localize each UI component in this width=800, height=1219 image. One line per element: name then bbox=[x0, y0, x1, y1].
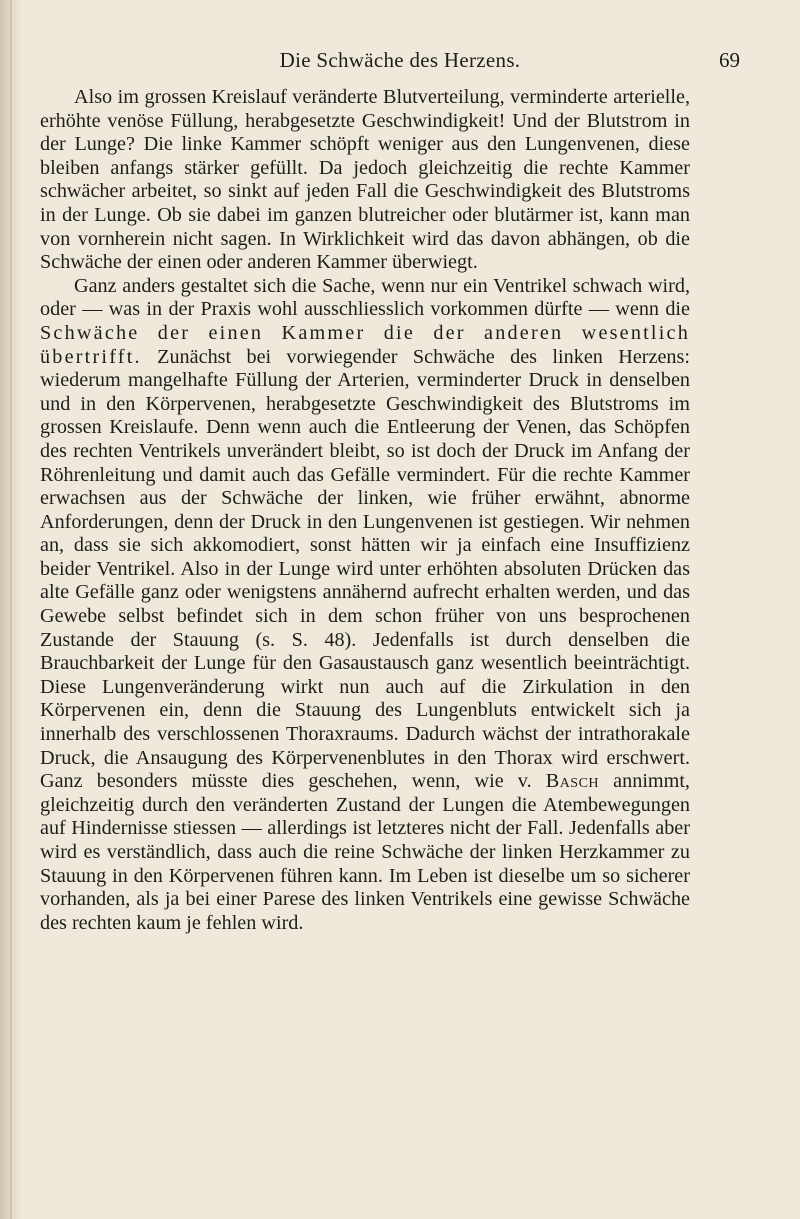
paragraph-blood-distribution: Also im grossen Kreislauf veränderte Blutverteilung, verminderte arterielle, erhöhte venöse Füllung, herabgesetzte Geschwindigkeit! Und der Blutstrom in der Lunge? Die linke Kammer schöpft weniger aus den Lungenvenen, diese bleiben anfangs stärker gefüllt. Da jedoch gleichzeitig die rechte Kammer schwächer arbeitet, so sinkt auf jeden Fall die Geschwindigkeit des Blutstroms in der Lunge. Ob sie dabei im ganzen blutreicher oder blutärmer ist, kann man von vornherein nicht sagen. In Wirklichkeit wird das davon abhängen, ob die Schwäche der einen oder anderen Kammer überwiegt. bbox=[40, 86, 690, 274]
binding-gutter bbox=[0, 0, 22, 1219]
paragraph-body-a: Zunächst bei vorwiegender Schwäche des linken Herzens: wiederum mangelhafte Füllung der Arterien, verminderter Druck in denselben und in den Körpervenen, herabgesetzte Geschwindigkeit des Blutstroms im grossen Kreislaufe. Denn wenn auch die Entleerung der Venen, das Schöpfen des rechten Ventrikels unverändert bleibt, so ist doch der Druck im Anfang der Röhrenleitung und damit auch das Gefälle vermindert. Für die rechte Kammer erwachsen aus der Schwäche der linken, wie früher erwähnt, abnorme Anforderungen, denn der Druck in den Lungenvenen ist gestiegen. Wir nehmen an, dass sie sich akkomodiert, sonst hätten wir ja einfach eine Insuffizienz beider Ventrikel. Also in der Lunge wird unter erhöhten absoluten Drücken das alte Gefälle ganz oder wenigstens annähernd aufrecht erhalten werden, und das Gewebe selbst befindet sich in dem schon früher von uns besprochenen Zustande der Stauung (s. S. 48). Jedenfalls ist durch denselben die Brauchbarkeit der Lunge für den Gasaustausch ganz wesentlich beeinträchtigt. Diese Lungenveränderung wirkt nun auch auf die Zirkulation in den Körpervenen ein, denn die Stauung des Lungenbluts entwickelt sich ja innerhalb des verschlossenen Thoraxraums. Dadurch wächst der intrathorakale Druck, die Ansaugung des Körpervenenblutes in den Thorax wird erschwert. Ganz besonders müsste dies geschehen, wenn, wie v. bbox=[40, 345, 690, 793]
author-name: Basch bbox=[545, 770, 600, 793]
page-number: 69 bbox=[719, 48, 740, 72]
spaced-emphasis: Schwäche der einen Kammer die der anderen wesentlich übertrifft. bbox=[40, 321, 690, 368]
paragraph-body-b: annimmt, gleichzeitig durch den veränderten Zustand der Lungen die Atembewegungen auf Hindernisse stiessen — allerdings ist letzteres nicht der Fall. Jedenfalls aber wird es verständlich, dass auch die reine Schwäche der linken Herzkammer zu Stauung in den Körpervenen führen kann. Im Leben ist dieselbe um so sicherer vorhanden, als ja bei einer Parese des linken Ventrikels eine gewisse Schwäche des rechten kaum je fehlen wird. bbox=[40, 770, 690, 934]
paragraph-intro: Ganz anders gestaltet sich die Sache, wenn nur ein Ventrikel schwach wird, oder — was in der Praxis wohl ausschliesslich vorkommen dürfte — wenn die bbox=[40, 274, 690, 321]
paragraph-unequal-ventricles bbox=[40, 275, 690, 936]
running-head bbox=[0, 48, 800, 78]
binding-shadow-line bbox=[10, 0, 12, 1219]
running-title: Die Schwäche des Herzens. bbox=[279, 48, 521, 72]
body-text bbox=[40, 86, 690, 935]
